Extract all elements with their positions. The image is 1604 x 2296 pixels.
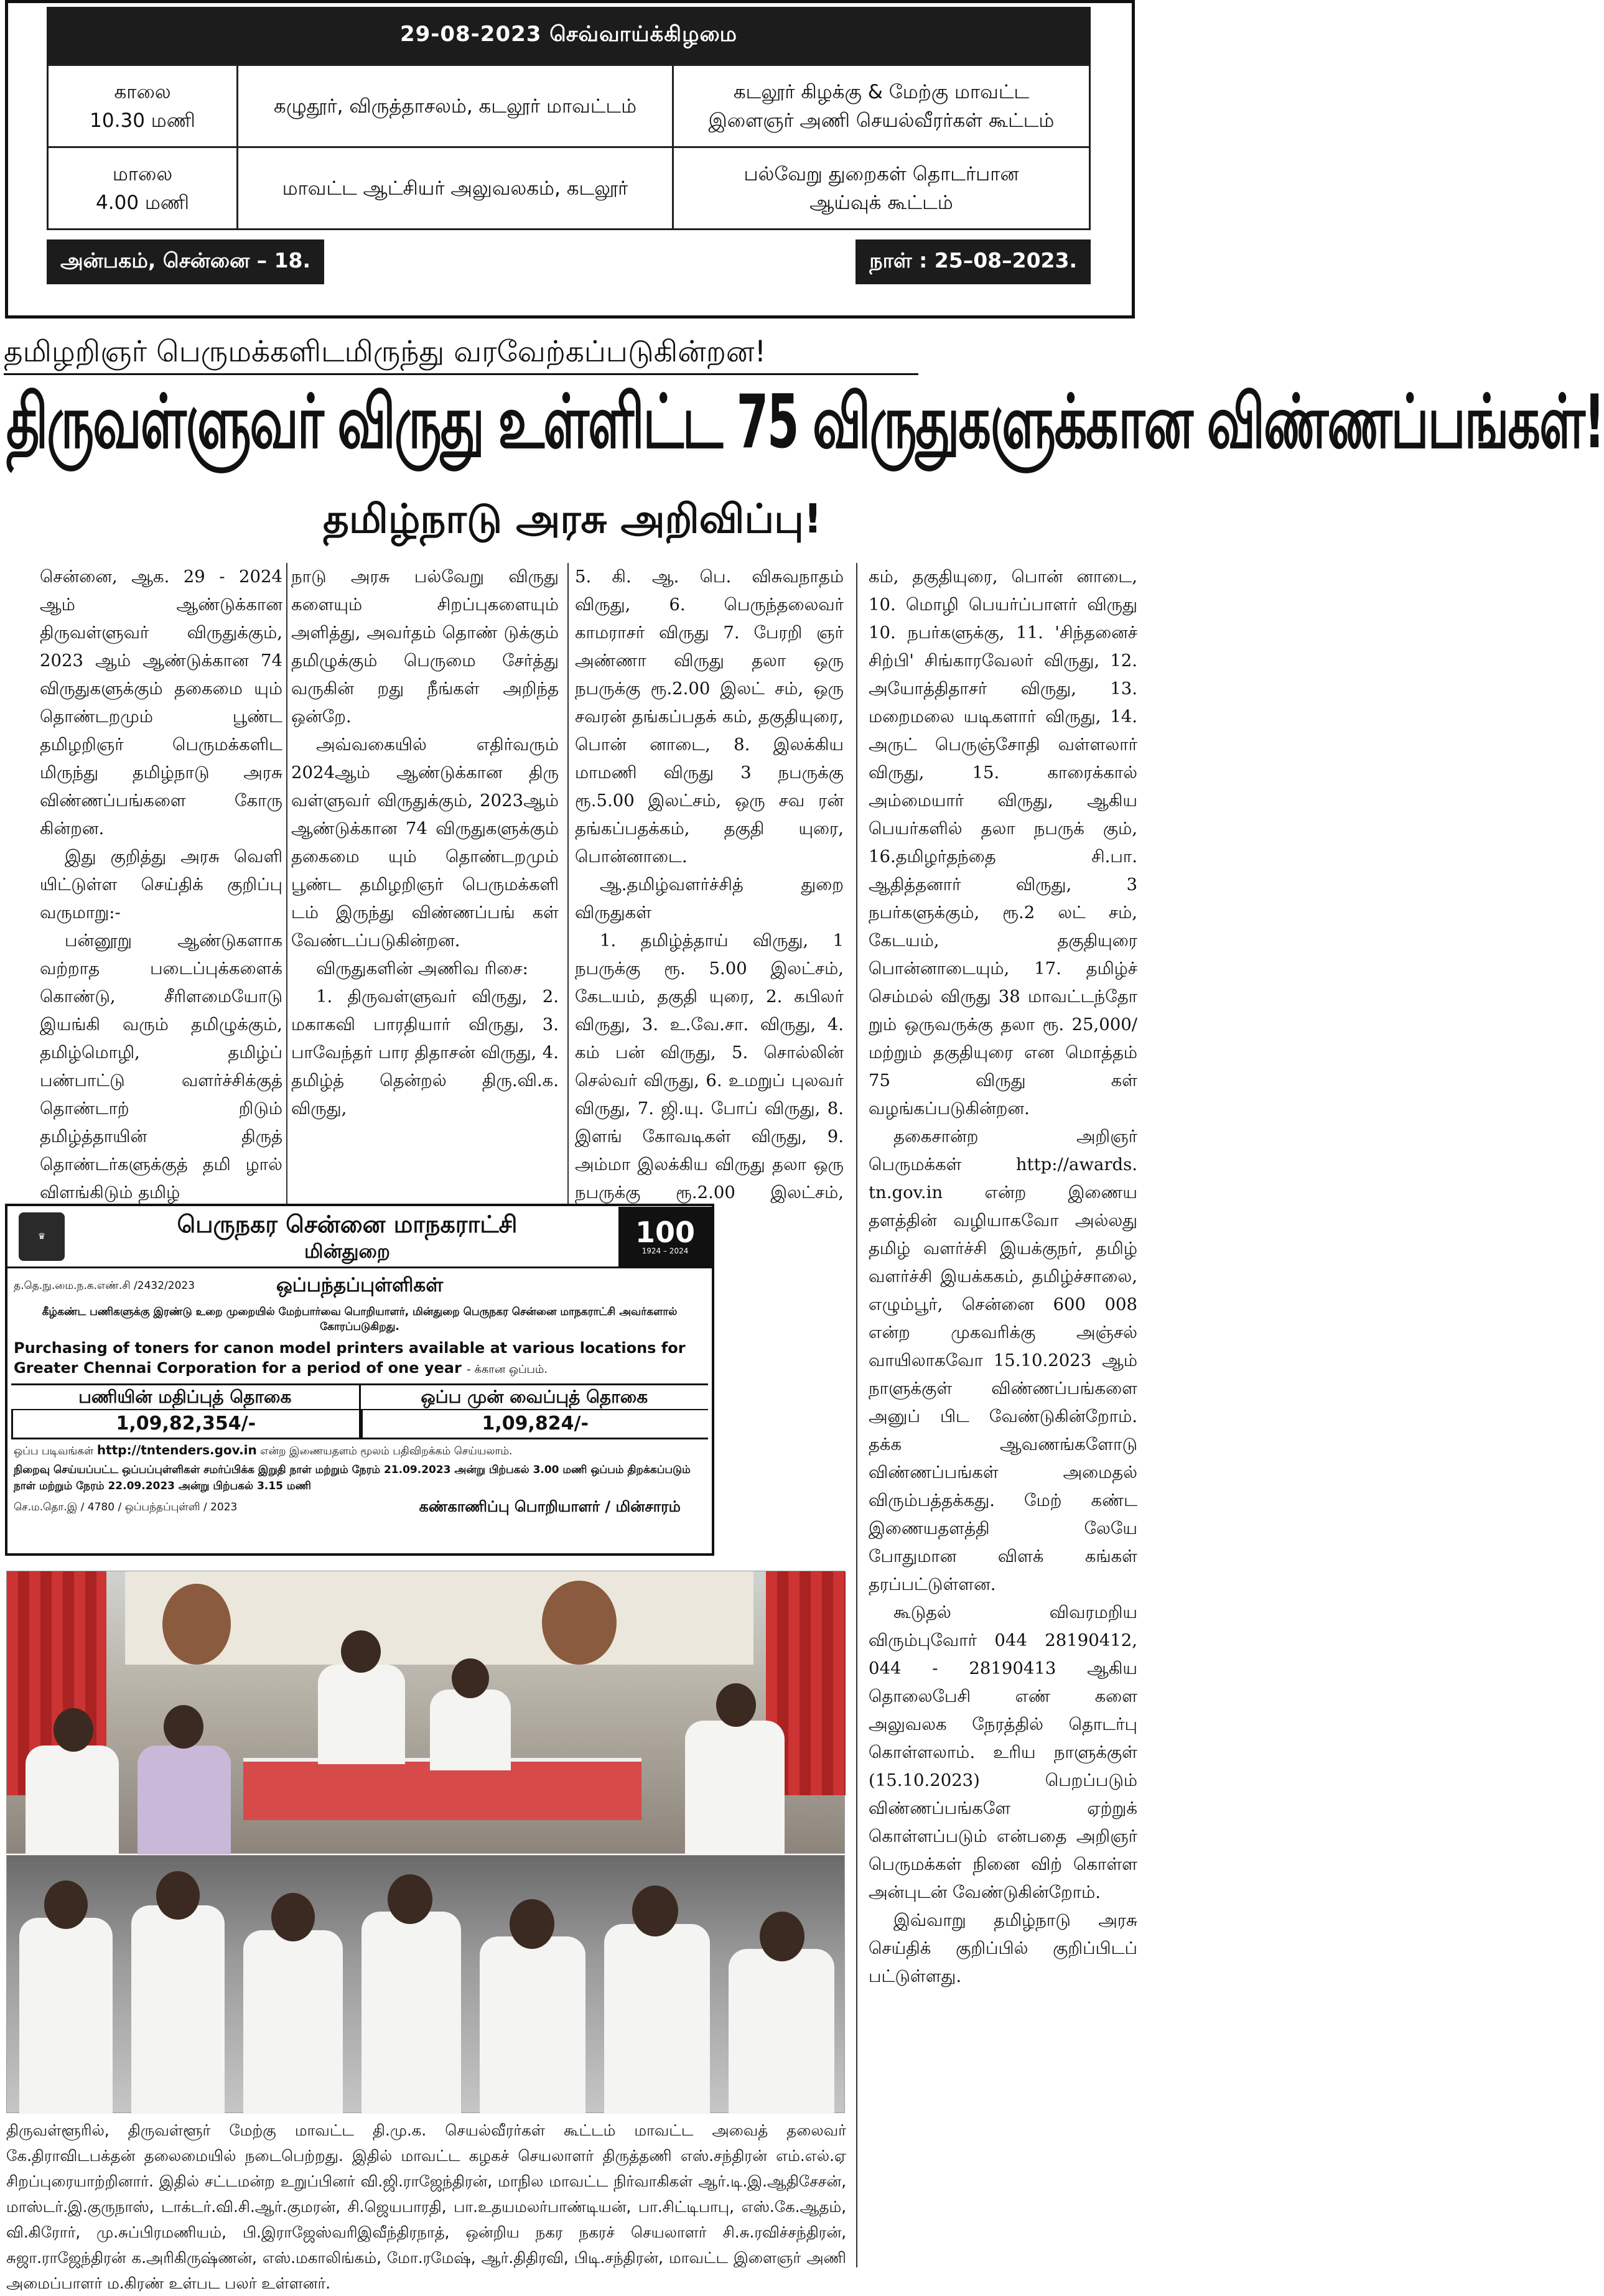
article-column-2: [291, 563, 559, 1207]
schedule-place: கழுதூர், விருத்தாசலம், கடலூர் மாவட்டம்: [238, 65, 673, 147]
ad-deadline-note: நிறைவு செய்யப்பட்ட ஒப்பப்புள்ளிகள் சமர்ப்பிக்க இறுதி நாள் மற்றும் நேரம் 21.09.2023 அன்று பிற்பகல் 3.00 மணி ஒப்பம் திறக்கப்படும் நாள் மற்றும் நேரம் 22.09.2023 அன்று பிற்பகல் 3.15 மணி: [14, 1464, 691, 1492]
paragraph: நாடு அரசு பல்வேறு விருது களையும் சிறப்புகளையும் அளித்து, அவர்தம் தொண் டுக்கும் தமிழுக்கும் பெருமை சேர்த்து வருகின் றது நீங்கள் அறிந்த ஒன்றே.: [291, 567, 559, 727]
ad-footer-reference: செ.ம.தொ.இ / 4780 / ஒப்பந்தப்புள்ளி / 2023: [14, 1500, 238, 1513]
schedule-table: [47, 64, 1091, 230]
paragraph: சென்னை, ஆக. 29 - 2024 ஆம் ஆண்டுக்கான திருவள்ளுவர் விருதுக்கும், 2023 ஆம் ஆண்டுக்கான 74 விருதுகளுக்கும் தகைமை யும் தொண்டறமும் பூண்ட தமிழறிஞர் பெருமக்களிட மிருந்து தமிழ்நாடு அரசு விண்ணப்பங்களை கோரு கின்றன.: [40, 567, 282, 839]
column-divider: [856, 563, 857, 2267]
schedule-date-heading: 29-08-2023 செவ்வாய்க்கிழமை: [47, 7, 1091, 64]
schedule-row: [48, 65, 1090, 147]
schedule-row: [48, 147, 1090, 230]
paragraph: 1. தமிழ்த்தாய் விருது, 1 நபருக்கு ரூ. 5.00 இலட்சம், கேடயம், தகுதி யுரை, 2. கபிலர் விருது, 3. உ.வே.சா. விருது, 4. கம் பன் விருது, 5. சொல்லின் செல்வர் விருது, 6. உமறுப் புலவர் விருது, 7. ஜி.யு. போப் விருது, 8. இளங் கோவடிகள் விருது, 9. அம்மா இலக்கிய விருது தலா ஒரு நபருக்கு ரூ.2.00 இலட்சம்,: [575, 931, 844, 1202]
ad-title: ஒப்பந்தப்புள்ளிகள்: [276, 1274, 444, 1296]
ad-amount-table: [11, 1383, 708, 1439]
column-divider: [567, 563, 569, 1204]
article-kicker: தமிழறிஞர் பெருமக்களிடமிருந்து வரவேற்கப்படுகின்றன!: [4, 333, 918, 375]
tender-advertisement: [5, 1204, 714, 1556]
schedule-footer: [47, 239, 1091, 284]
centenary-years: 1924 – 2024: [641, 1246, 689, 1255]
article-column-1: [40, 563, 282, 1207]
paragraph: விருதுகளின் அணிவ ரிசை:: [316, 959, 528, 978]
schedule-event: கடலூர் கிழக்கு & மேற்கு மாவட்ட இளைஞர் அணி செயல்வீரர்கள் கூட்டம்: [673, 65, 1090, 147]
paragraph: பன்னூறு ஆண்டுகளாக வற்றாத படைப்புக்களைக் கொண்டு, சீரிளமையோடு இயங்கி வரும் தமிழுக்கும், தமிழ்மொழி, தமிழ்ப் பண்பாட்டு வளர்ச்சிக்குத் தொண்டாற் றிடும் தமிழ்த்தாயின் திருத் தொண்டர்களுக்குத் தமி ழால் விளங்கிடும் தமிழ்: [40, 931, 282, 1202]
schedule-date-tag: நாள் : 25–08–2023.: [856, 239, 1091, 284]
estimate-label: பணியின் மதிப்புத் தொகை: [11, 1385, 359, 1410]
tender-website-link[interactable]: http://tntenders.gov.in: [96, 1443, 257, 1457]
schedule-time: காலை 10.30 மணி: [48, 65, 238, 147]
paragraph: 5. கி. ஆ. பெ. விசுவநாதம் விருது, 6. பெருந்தலைவர் காமராசர் விருது 7. பேரறி ஞர் அண்ணா விருது தலா ஒரு நபருக்கு ரூ.2.00 இலட் சம், ஒரு சவரன் தங்கப்பதக் கம், தகுதியுரை, பொன் னாடை, 8. இலக்கிய மாமணி விருது 3 நபருக்கு ரூ.5.00 இலட்சம், ஒரு சவ ரன் தங்கப்பதக்கம், தகுதி யுரை, பொன்னாடை.: [575, 567, 844, 867]
emd-value: 1,09,824/-: [361, 1410, 709, 1438]
centenary-logo: [618, 1207, 712, 1267]
schedule-time: மாலை 4.00 மணி: [48, 147, 238, 230]
meeting-stage-photo: [6, 1571, 845, 1854]
ad-org-name: பெருநகர சென்னை மாநகராட்சி: [177, 1210, 518, 1238]
paragraph: ஆ.தமிழ்வளர்ச்சித் துறை விருதுகள்: [575, 875, 844, 923]
ad-header: [7, 1206, 712, 1268]
paragraph: இவ்வாறு தமிழ்நாடு அரசு செய்திக் குறிப்பில் குறிப்பிடப் பட்டுள்ளது.: [869, 1910, 1137, 1986]
schedule-place-tag: அன்பகம், சென்னை – 18.: [47, 239, 324, 284]
ad-signatory: கண்காணிப்பு பொறியாளர் / மின்சாரம்: [419, 1498, 681, 1515]
audience-photo: [6, 1855, 845, 2113]
paragraph: கூடுதல் விவரமறிய விரும்புவோர் 044 28190412, 044 - 28190413 ஆகிய தொலைபேசி எண் களை அலுவலக நேரத்தில் தொடர்பு கொள்ளலாம். உரிய நாளுக்குள் (15.10.2023) பெறப்படும் விண்ணப்பங்களே ஏற்றுக் கொள்ளப்படும் என்பதை அறிஞர் பெருமக்கள் நினை விற் கொள்ள அன்புடன் வேண்டுகின்றோம்.: [869, 1602, 1137, 1902]
ad-subtitle: கீழ்கண்ட பணிகளுக்கு இரண்டு உறை முறையில் மேற்பார்வை பொறியாளர், மின்துறை பெருநகர சென்னை மாநகராட்சி அவர்களால் கோரப்படுகிறது.: [42, 1306, 678, 1333]
article-subhead: தமிழ்நாடு அரசு அறிவிப்பு!: [323, 496, 822, 542]
paragraph: 1. திருவள்ளுவர் விருது, 2. மகாகவி பாரதியார் விருது, 3. பாவேந்தர் பார திதாசன் விருது, 4. தமிழ்த் தென்றல் திரு.வி.க. விருது,: [291, 987, 559, 1118]
article-column-4: [869, 563, 1137, 2267]
schedule-event: பல்வேறு துறைகள் தொடர்பான ஆய்வுக் கூட்டம்: [673, 147, 1090, 230]
paragraph: தகைசான்ற அறிஞர் பெருமக்கள் http://awards. tn.gov.in என்ற இணைய தளத்தின் வழியாகவோ அல்லது தமிழ் வளர்ச்சி இயக்குநர், தமிழ் வளர்ச்சி இயக்ககம், தமிழ்ச்சாலை, எழும்பூர், சென்னை 600 008 என்ற முகவரிக்கு அஞ்சல் வாயிலாகவோ 15.10.2023 ஆம் நாளுக்குள் விண்ணப்பங்களை அனுப் பிட வேண்டுகின்றோம். தக்க ஆவணங்களோடு விண்ணப்பங்கள் அமைதல் விரும்பத்தக்கது. மேற் கண்ட இணையதளத்தி லேயே போதுமான விளக் கங்கள் தரப்பட்டுள்ளன.: [869, 1127, 1137, 1594]
emd-label: ஒப்ப முன் வைப்புத் தொகை: [361, 1385, 709, 1410]
schedule-place: மாவட்ட ஆட்சியர் அலுவலகம், கடலூர்: [238, 147, 673, 230]
ad-download-note: ஒப்ப படிவங்கள் http://tntenders.gov.in என்ற இணையதளம் மூலம் பதிவிறக்கம் செய்யலாம்.: [14, 1443, 513, 1457]
schedule-box: [5, 0, 1135, 318]
estimate-value: 1,09,82,354/-: [11, 1410, 359, 1438]
ad-reference: த.தெ.நு.மை.ந.க.எண்.சி /2432/2023: [14, 1280, 195, 1292]
corporation-emblem: [7, 1207, 76, 1267]
paragraph: இது குறித்து அரசு வெளி யிட்டுள்ள செய்திக் குறிப்பு வருமாறு:-: [40, 847, 282, 923]
column-divider: [286, 563, 287, 1204]
photo-caption: திருவள்ளூரில், திருவள்ளூர் மேற்கு மாவட்ட தி.மு.க. செயல்வீரர்கள் கூட்டம் மாவட்ட அவைத் தலைவர் கே.திராவிடபக்தன் தலைமையில் நடைபெற்றது. இதில் மாவட்ட கழகச் செயலாளர் திருத்தணி எஸ்.சந்திரன் எம்.எல்.ஏ சிறப்புரையாற்றினார். இதில் சட்டமன்ற உறுப்பினர் வி.ஜி.ராஜேந்திரன், மாநில மாவட்ட நிர்வாகிகள் ஆர்.டி.இ.ஆதிசேசன், மாஸ்டர்.இ.குருநாஸ், டாக்டர்.வி.சி.ஆர்.குமரன், சி.ஜெயபாரதி, பா.உதயமலர்பாண்டியன், பா.சிட்டிபாபு, எஸ்.கே.ஆதம், வி.கிரோர், மு.சுப்பிரமணியம், பி.இராஜேஸ்வரிஇவீந்திரநாத், ஒன்றிய நகர நகரச் செயலாளர் சி.சு.ரவிச்சந்திரன், சுஜா.ராஜேந்திரன் க.அரிகிருஷ்ணன், எஸ்.மகாலிங்கம், மோ.ரமேஷ், ஆர்.திதிரவி, பிடி.சந்திரன், மாவட்ட இளைஞர் அணி அமைப்பாளர் ம.கிரண் உள்பட பலர் உள்ளனர்.: [6, 2121, 846, 2292]
article-headline: திருவள்ளுவர் விருது உள்ளிட்ட 75 விருதுகளுக்கான விண்ணப்பங்கள்!: [6, 379, 1604, 466]
ad-department: மின்துறை: [304, 1240, 390, 1263]
emblem-icon: ♛: [19, 1212, 65, 1261]
ad-work-description: Purchasing of toners for canon model printers available at various locations for Greater Chennai Corporation for a period of one year - க்கான ஒப்பம்.: [14, 1339, 686, 1377]
paragraph: அவ்வகையில் எதிர்வரும் 2024ஆம் ஆண்டுக்கான திரு வள்ளுவர் விருதுக்கும், 2023ஆம் ஆண்டுக்கான 74 விருதுகளுக்கும் தகைமை யும் தொண்டறமும் பூண்ட தமிழறிஞர் பெருமக்களி டம் இருந்து விண்ணப்பங் கள் வேண்டப்படுகின்றன.: [291, 735, 559, 950]
ad-footer: [7, 1494, 712, 1521]
centenary-mark: 100: [635, 1215, 696, 1249]
paragraph: கம், தகுதியுரை, பொன் னாடை, 10. மொழி பெயர்ப்பாளர் விருது 10. நபர்களுக்கு, 11. 'சிந்தனைச் சிற்பி' சிங்காரவேலர் விருது, 12. அயோத்திதாசர் விருது, 13. மறைமலை யடிகளார் விருது, 14. அருட் பெருஞ்சோதி வள்ளலார் விருது, 15. காரைக்கால் அம்மையார் விருது, ஆகிய பெயர்களில் தலா நபருக் கும், 16.தமிழர்தந்தை சி.பா. ஆதித்தனார் விருது, 3 நபர்களுக்கும், ரூ.2 லட் சம், கேடயம், தகுதியுரை பொன்னாடையும், 17. தமிழ்ச் செம்மல் விருது 38 மாவட்டந்தோ றும் ஒருவருக்கு தலா ரூ. 25,000/ மற்றும் தகுதியுரை என மொத்தம் 75 விருது கள் வழங்கப்படுகின்றன.: [869, 567, 1137, 1118]
